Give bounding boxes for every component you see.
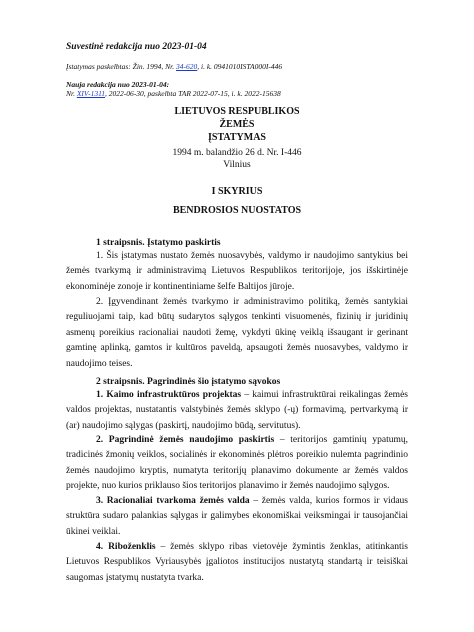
definition2-term: 2. Pagrindinė žemės naudojimo paskirtis <box>96 435 275 445</box>
new-edition-prefix: Nr. <box>66 89 77 98</box>
law-title-line1: LIETUVOS RESPUBLIKOS <box>174 106 300 117</box>
article2-definition1 <box>66 388 408 434</box>
new-edition-label-text: Nauja redakcija nuo 2023-01-04: <box>66 80 170 89</box>
definition1-text: – kaimui infrastruktūrai reikalingas žemės valdos projektas, nustatantis valstybinės žemės sklypo (-ų) formavimą, pertvarkymą ir (ar) naudojimo sąlygas (paskirtį, naudojimo būdą, servitutus). <box>66 390 408 431</box>
definition4-term: 4. Riboženklis <box>96 542 156 552</box>
article2-definition4 <box>66 540 408 586</box>
consolidated-edition: Suvestinė redakcija nuo 2023-01-04 <box>66 42 207 52</box>
article2-definition3 <box>66 494 408 540</box>
article2-definition2 <box>66 433 408 495</box>
definition3-term: 3. Racionaliai tvarkoma žemės valda <box>96 496 250 506</box>
article2-heading: 2 straipsnis. Pagrindinės šio įstatymo sąvokos <box>96 377 281 387</box>
law-title-line2: ŽEMĖS <box>219 119 255 130</box>
new-edition-suffix: , 2022-06-30, paskelbta TAR 2022-07-15, i. k. 2022-15638 <box>105 89 281 98</box>
definition1-term: 1. Kaimo infrastruktūros projektas <box>96 390 242 400</box>
definition3-text: – žemės valda, kurios formos ir vidaus struktūra sudaro palankias sąlygas ir galimybes ekonomiškai veiksmingai ir tausojančiai ūkinei veiklai. <box>66 496 408 537</box>
article1-paragraph1: 1. Šis įstatymas nustato žemės nuosavybės, valdymo ir naudojimo santykius bei žemės tvarkymą ir administravimą Lietuvos Respublikos teritorijoje, jos išskirtinėje ekonominėje zonoje ir kontinentiniame šelfe Baltijos jūroje. <box>66 251 408 292</box>
publication-prefix: Įstatymas paskelbtas: Žin. 1994, Nr. <box>66 62 177 71</box>
article1-heading: 1 straipsnis. Įstatymo paskirtis <box>96 238 221 248</box>
publication-info <box>66 62 282 71</box>
law-title <box>66 105 408 144</box>
definition4-text: – žemės sklypo ribas vietovėje žymintis ženklas, atitinkantis Lietuvos Respublikos Vyriausybės įgaliotos institucijos nustatytą standartą ir teisiškai saugomas įstatymų nustatyta tvarka. <box>66 542 408 583</box>
chapter-number: I SKYRIUS <box>211 186 263 197</box>
new-edition-link[interactable]: XIV-1311 <box>76 89 106 98</box>
new-edition-info <box>66 89 281 98</box>
law-title-line3: ĮSTATYMAS <box>208 132 266 143</box>
law-date-block <box>66 147 408 171</box>
definition2-text: – teritorijos gamtinių ypatumų, tradicinės žmonių veiklos, socialinės ir ekonominės plėtros poreikio nulemta pagrindinio žemės naudojimo kryptis, numatyta teritorijų planavimo dokumente ar žemės valdos projekte, nuo kurios priklauso šios teritorijos planavimo ir žemės naudojimo sąlygos. <box>66 435 408 492</box>
law-date: 1994 m. balandžio 26 d. Nr. I-446 <box>172 148 302 158</box>
chapter-name: BENDROSIOS NUOSTATOS <box>172 205 302 216</box>
publication-link[interactable]: 34-620 <box>176 62 198 71</box>
article1-paragraph2: 2. Įgyvendinant žemės tvarkymo ir administravimo politiką, žemės santykiai reguliuojami taip, kad būtų sudarytos sąlygos tenkinti visuomenės, fizinių ir juridinių asmenų poreikius racionaliai naudoti žemę, vykdyti ūkinę veiklą išsaugant ir gerinant gamtinę aplinką, gamtos ir kultūros paveldą, apsaugoti žemės nuosavybes, valdymo ir naudojimo teises. <box>66 297 408 369</box>
new-edition-label <box>66 80 169 89</box>
publication-suffix: , i. k. 0941010ISTA000I-446 <box>197 62 283 71</box>
law-city: Vilnius <box>223 160 251 170</box>
